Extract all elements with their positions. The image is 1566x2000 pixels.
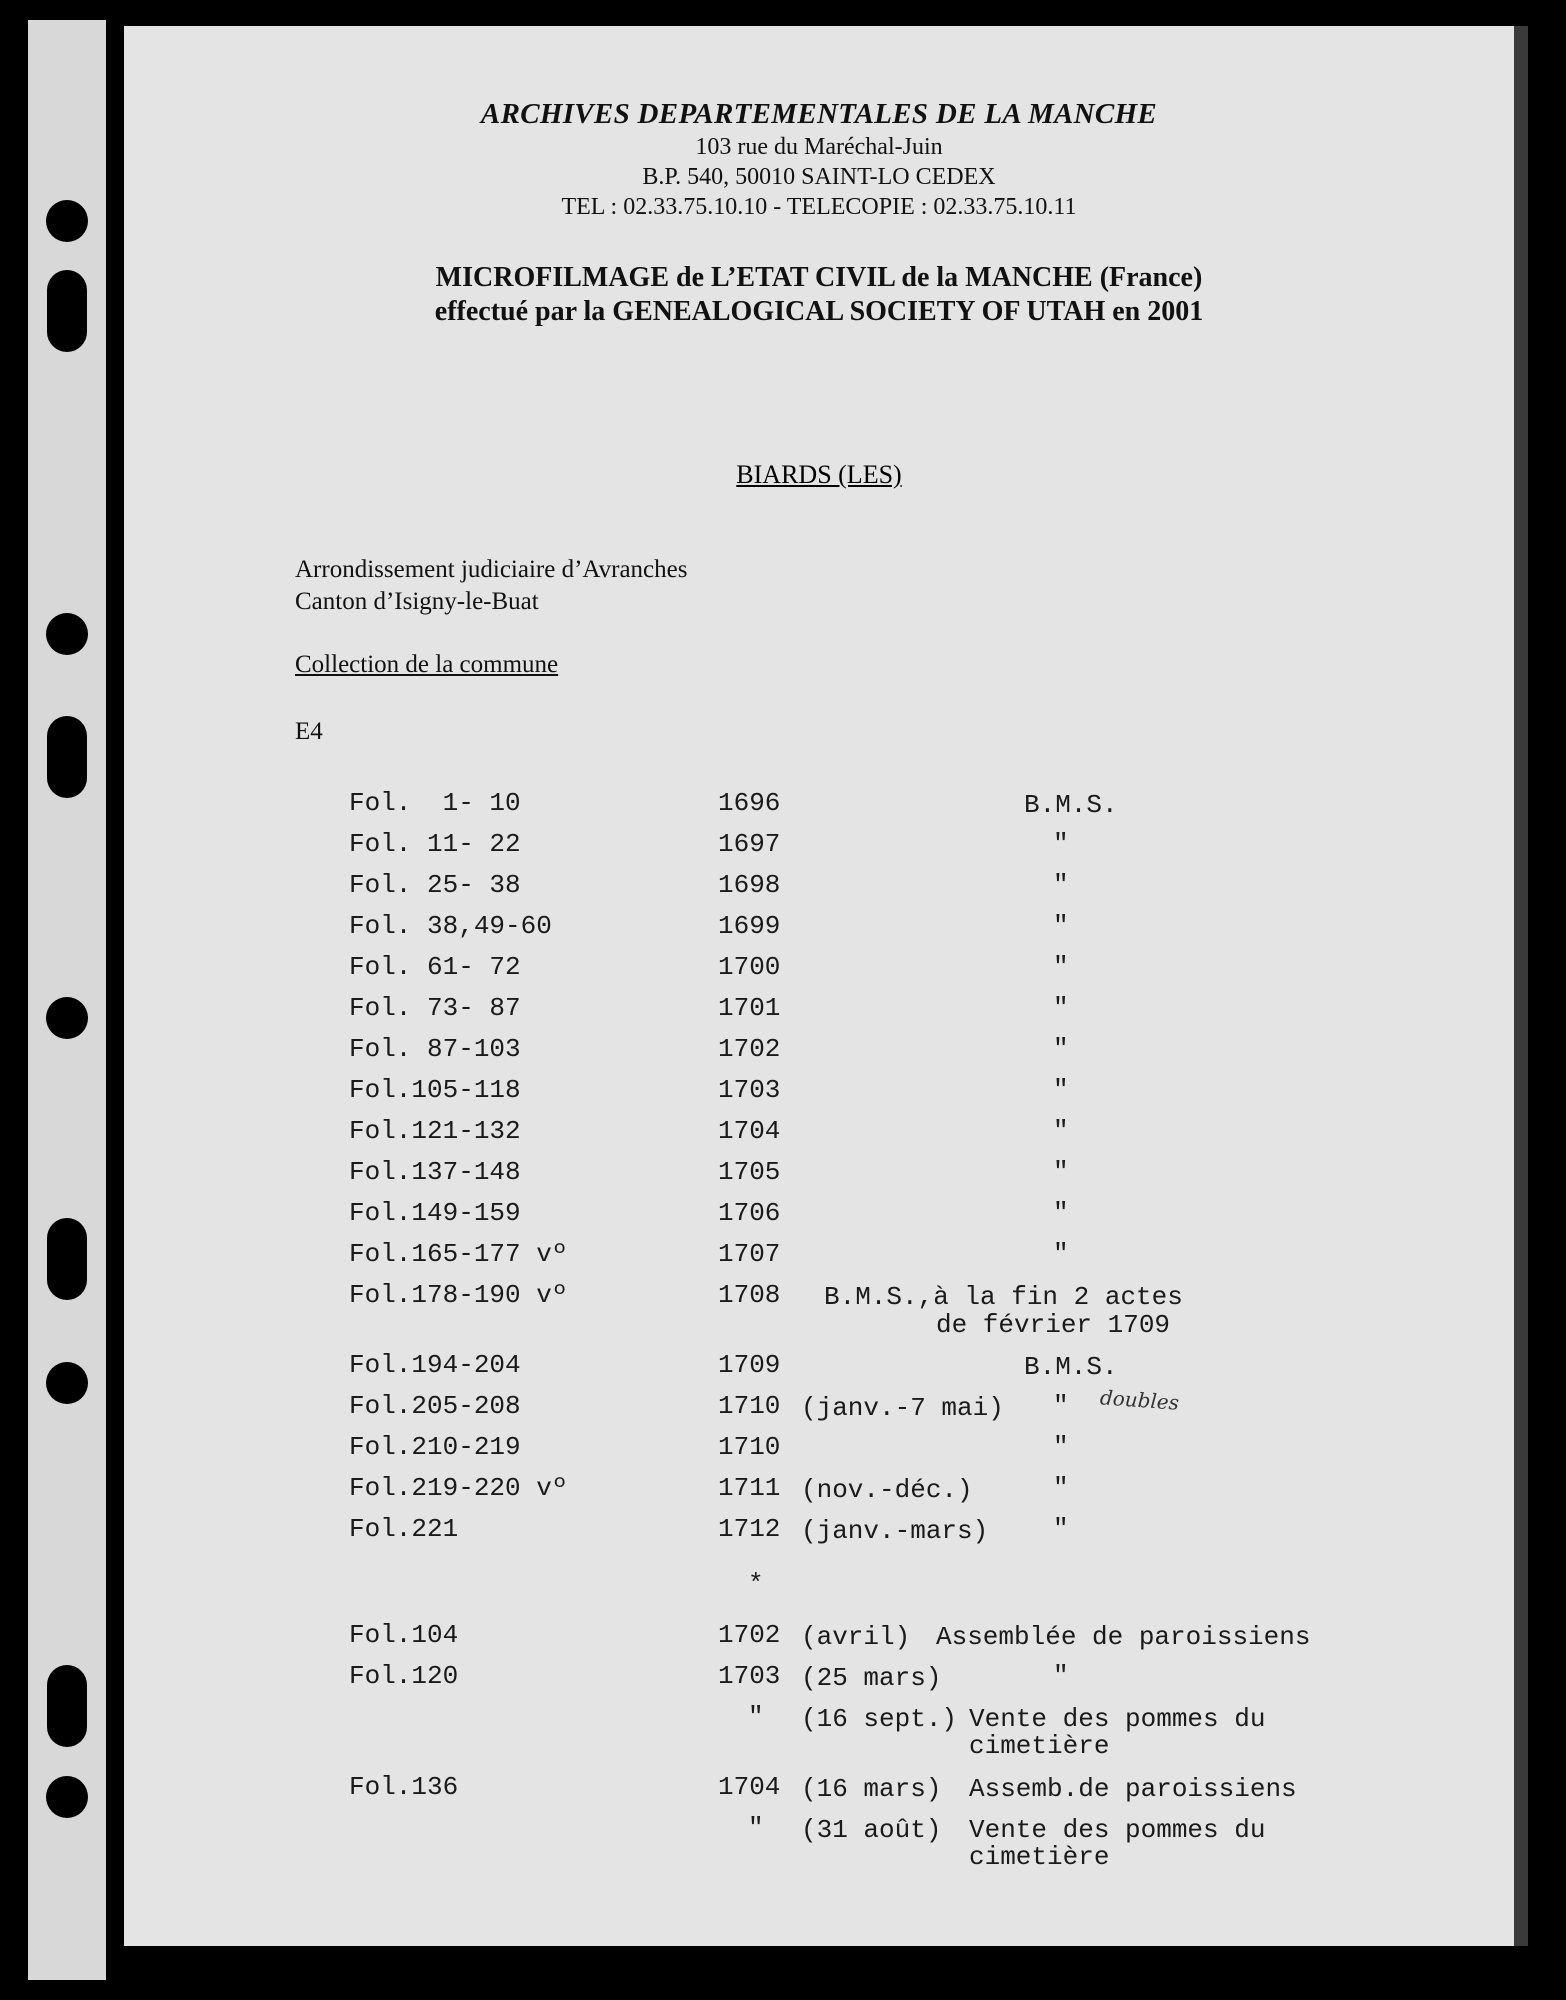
record-type: " [1053, 1075, 1069, 1105]
record-type: B.M.S. [1024, 1352, 1118, 1382]
cote-label: E4 [295, 718, 323, 745]
record-year: 1711 [718, 1473, 781, 1503]
act-detail: (16 mars) [801, 1774, 942, 1804]
act-folio: Fol.136 [349, 1772, 459, 1802]
record-folio: Fol. 38,49-60 [349, 911, 552, 941]
record-detail-continued: de février 1709 [936, 1310, 1171, 1340]
project-line-2: effectué par la GENEALOGICAL SOCIETY OF UTAH en 2001 [434, 296, 1204, 327]
arrondissement-line: Arrondissement judiciaire d’Avranches [295, 556, 688, 583]
record-type: " [1053, 1198, 1069, 1228]
record-type: " [1053, 1239, 1069, 1269]
record-year: 1712 [718, 1514, 781, 1544]
record-type: " [1053, 1034, 1069, 1064]
commune-heading [124, 460, 1514, 490]
punch-hole [47, 1218, 87, 1300]
record-year: 1701 [718, 993, 781, 1023]
record-year: 1699 [718, 911, 781, 941]
act-detail: (25 mars) [801, 1663, 942, 1693]
record-type: " [1053, 829, 1069, 859]
act-year: 1702 [718, 1620, 781, 1650]
record-type: " [1053, 1432, 1069, 1462]
act-detail: (avril) [801, 1622, 911, 1652]
record-folio: Fol. 73- 87 [349, 993, 521, 1023]
record-folio: Fol.149-159 [349, 1198, 521, 1228]
record-detail: B.M.S.,à la fin 2 actes [824, 1282, 1183, 1312]
punch-hole [46, 200, 88, 242]
canton-line: Canton d’Isigny-le-Buat [295, 588, 539, 615]
record-detail: (nov.-déc.) [801, 1475, 973, 1505]
record-folio: Fol.105-118 [349, 1075, 521, 1105]
project-line-1: MICROFILMAGE de L’ETAT CIVIL de la MANCHE (France) [435, 262, 1203, 293]
punch-hole [47, 270, 87, 352]
sheet-edge [1514, 26, 1528, 1946]
record-folio: Fol. 87-103 [349, 1034, 521, 1064]
record-folio: Fol.219-220 vº [349, 1473, 568, 1503]
record-year: 1700 [718, 952, 781, 982]
record-folio: Fol. 61- 72 [349, 952, 521, 982]
record-folio: Fol.205-208 [349, 1391, 521, 1421]
record-year: 1710 [718, 1391, 781, 1421]
act-folio: Fol.104 [349, 1620, 459, 1650]
record-folio: Fol.221 [349, 1514, 459, 1544]
record-type: " [1053, 1157, 1069, 1187]
act-year: " [748, 1813, 764, 1843]
record-folio: Fol.194-204 [349, 1350, 521, 1380]
punch-hole [47, 1665, 87, 1747]
record-type: " [1053, 1116, 1069, 1146]
act-text: Assemb.de paroissiens [969, 1774, 1297, 1804]
address-line: 103 rue du Maréchal-Juin [695, 134, 943, 160]
record-year: 1702 [718, 1034, 781, 1064]
handwritten-note: doubles [1099, 1385, 1180, 1415]
act-text: " [1053, 1661, 1069, 1691]
record-year: 1705 [718, 1157, 781, 1187]
record-year: 1703 [718, 1075, 781, 1105]
record-folio: Fol.210-219 [349, 1432, 521, 1462]
act-text: Assemblée de paroissiens [936, 1622, 1311, 1652]
film-strip [28, 20, 106, 1980]
record-folio: Fol.178-190 vº [349, 1280, 568, 1310]
record-year: 1708 [718, 1280, 781, 1310]
phone-line: TEL : 02.33.75.10.10 - TELECOPIE : 02.33.75.10.11 [561, 194, 1077, 220]
collection-heading: Collection de la commune [295, 651, 559, 678]
section-separator: * [748, 1569, 764, 1599]
punch-hole [46, 1776, 88, 1818]
record-year: 1707 [718, 1239, 781, 1269]
act-text-continued: cimetière [969, 1842, 1110, 1872]
act-text: Vente des pommes du [969, 1704, 1266, 1734]
record-year: 1696 [718, 788, 781, 818]
record-folio: Fol.165-177 vº [349, 1239, 568, 1269]
act-year: 1704 [718, 1772, 781, 1802]
record-folio: Fol.137-148 [349, 1157, 521, 1187]
record-detail: (janv.-7 mai) [801, 1393, 1004, 1423]
act-detail: (31 août) [801, 1815, 942, 1845]
commune-name: BIARDS (LES) [736, 460, 902, 489]
record-year: 1698 [718, 870, 781, 900]
act-year: 1703 [718, 1661, 781, 1691]
record-year: 1704 [718, 1116, 781, 1146]
institution-title: ARCHIVES DEPARTEMENTALES DE LA MANCHE [480, 98, 1158, 130]
act-folio: Fol.120 [349, 1661, 459, 1691]
act-detail: (16 sept.) [801, 1704, 958, 1734]
record-folio: Fol. 25- 38 [349, 870, 521, 900]
record-type: " [1053, 993, 1069, 1023]
act-text-continued: cimetière [969, 1731, 1110, 1761]
record-type: " [1053, 1391, 1069, 1421]
record-type: " [1053, 1473, 1069, 1503]
act-year: " [748, 1702, 764, 1732]
postal-line: B.P. 540, 50010 SAINT-LO CEDEX [642, 164, 996, 190]
record-folio: Fol. 1- 10 [349, 788, 521, 818]
record-year: 1697 [718, 829, 781, 859]
record-folio: Fol.121-132 [349, 1116, 521, 1146]
act-text: Vente des pommes du [969, 1815, 1266, 1845]
record-type: " [1053, 1514, 1069, 1544]
record-year: 1710 [718, 1432, 781, 1462]
punch-hole [47, 716, 87, 798]
document-page [124, 26, 1514, 1946]
record-detail: (janv.-mars) [801, 1516, 989, 1546]
record-type: " [1053, 952, 1069, 982]
punch-hole [46, 997, 88, 1039]
punch-hole [46, 613, 88, 655]
record-year: 1706 [718, 1198, 781, 1228]
record-type: " [1053, 911, 1069, 941]
record-type: B.M.S. [1024, 790, 1118, 820]
record-folio: Fol. 11- 22 [349, 829, 521, 859]
punch-hole [46, 1362, 88, 1404]
record-year: 1709 [718, 1350, 781, 1380]
record-type: " [1053, 870, 1069, 900]
